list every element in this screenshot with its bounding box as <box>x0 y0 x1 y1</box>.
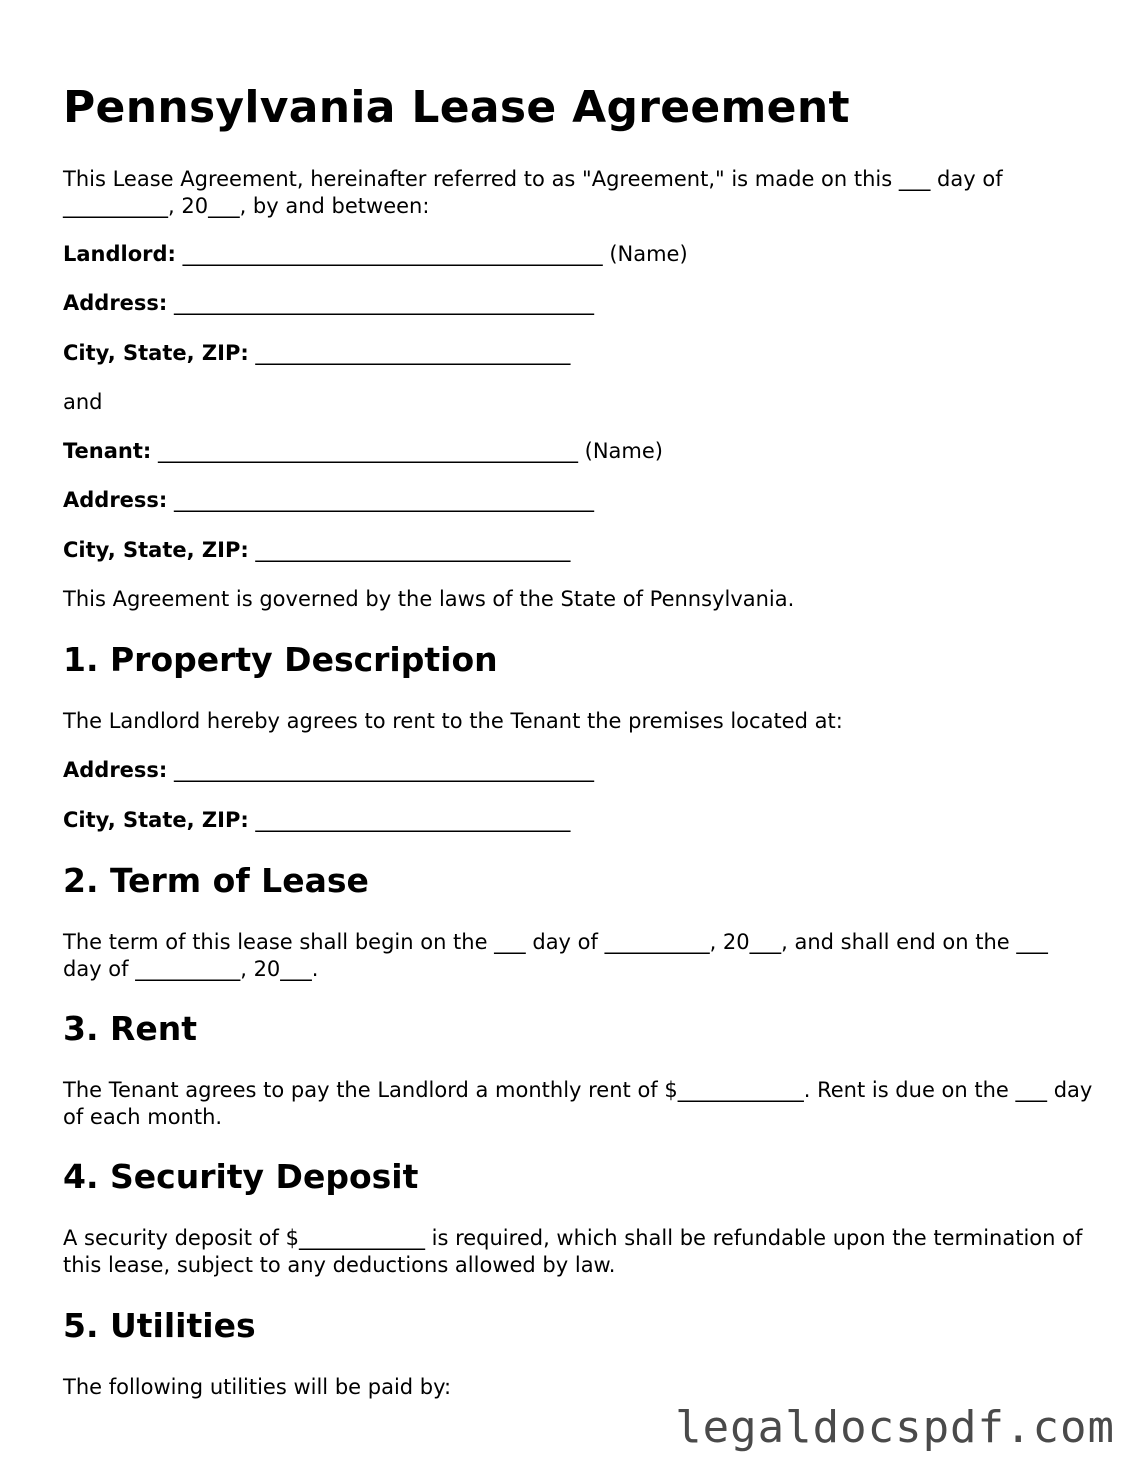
term-text: The term of this lease shall begin on the ___ day of __________, 20___, and shall end on the ___ day of __________, 20___. <box>63 930 1048 981</box>
landlord-city-field <box>63 340 570 367</box>
rent-text: The Tenant agrees to pay the Landlord a monthly rent of $____________. Rent is due on the ___ day of each month. <box>63 1078 1093 1129</box>
landlord-city-label: City, State, ZIP: <box>63 341 249 365</box>
property-address-blank: ________________________________________ <box>174 758 595 782</box>
tenant-name-label: Tenant: <box>63 439 152 463</box>
tenant-city-label: City, State, ZIP: <box>63 538 249 562</box>
utilities-text: The following utilities will be paid by: <box>63 1375 452 1399</box>
section-heading-rent: 3. Rent <box>63 1009 198 1048</box>
watermark: legaldocspdf.com <box>675 1402 1115 1453</box>
tenant-address-field <box>63 487 594 514</box>
deposit-text: A security deposit of $____________ is required, which shall be refundable upon the termination of this lease, subject to any deductions allowed by law. <box>63 1226 1083 1277</box>
conjunction-text: and <box>63 390 103 414</box>
document-title: Pennsylvania Lease Agreement <box>63 82 850 133</box>
landlord-address-label: Address: <box>63 291 168 315</box>
landlord-name-field <box>63 241 688 268</box>
landlord-city-blank: ______________________________ <box>255 341 571 365</box>
landlord-address-blank: ________________________________________ <box>174 291 595 315</box>
property-text: The Landlord hereby agrees to rent to the Tenant the premises located at: <box>63 709 843 733</box>
tenant-address-blank: ________________________________________ <box>174 488 595 512</box>
tenant-address-label: Address: <box>63 488 168 512</box>
landlord-name-label: Landlord: <box>63 242 176 266</box>
tenant-city-field <box>63 537 570 564</box>
section-heading-utilities: 5. Utilities <box>63 1306 256 1345</box>
intro-paragraph: This Lease Agreement, hereinafter referred to as "Agreement," is made on this ___ day of __________, 20___, by and between: <box>63 167 1003 218</box>
property-city-label: City, State, ZIP: <box>63 808 249 832</box>
property-city-blank: ______________________________ <box>255 808 571 832</box>
property-address-field <box>63 757 594 784</box>
section-heading-property: 1. Property Description <box>63 640 498 679</box>
property-city-field <box>63 807 570 834</box>
tenant-name-field <box>63 438 663 465</box>
tenant-city-blank: ______________________________ <box>255 538 571 562</box>
governing-law-text: This Agreement is governed by the laws of the State of Pennsylvania. <box>63 587 795 611</box>
tenant-name-blank: ________________________________________ (Name) <box>157 439 663 463</box>
landlord-address-field <box>63 290 594 317</box>
landlord-name-blank: ________________________________________ (Name) <box>182 242 688 266</box>
property-address-label: Address: <box>63 758 168 782</box>
section-heading-deposit: 4. Security Deposit <box>63 1157 419 1196</box>
section-heading-term: 2. Term of Lease <box>63 861 369 900</box>
